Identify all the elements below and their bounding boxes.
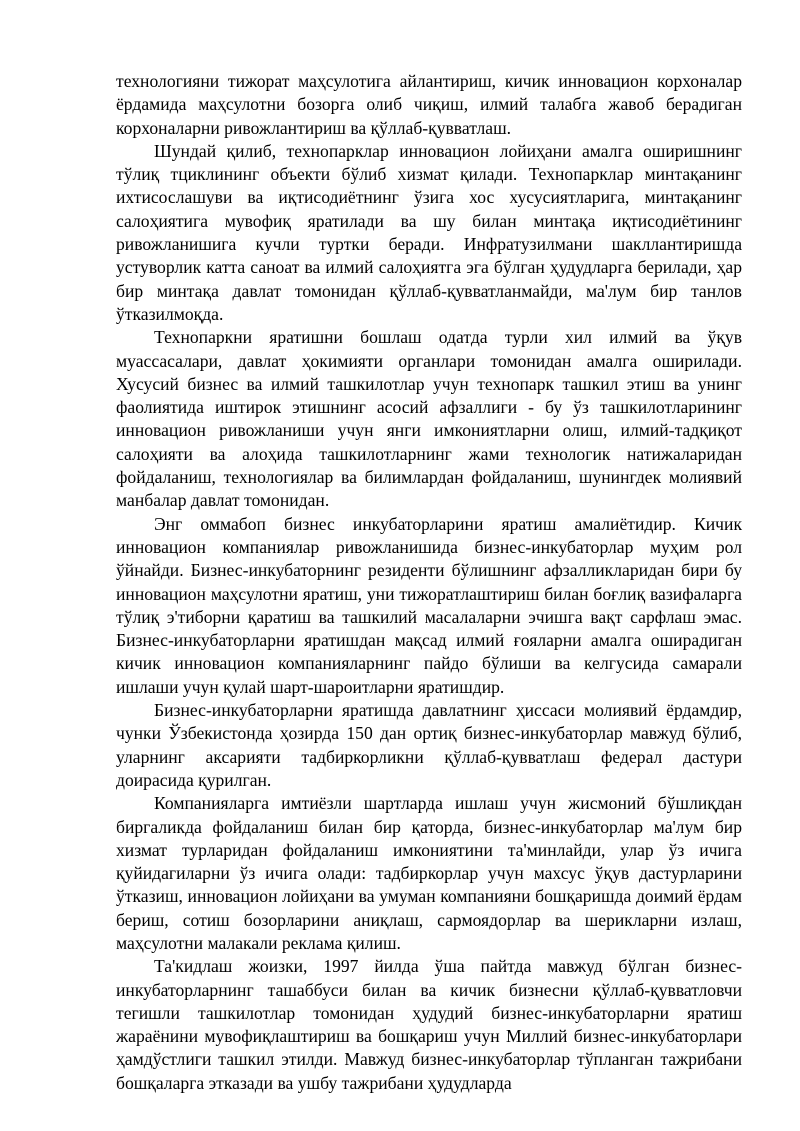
paragraph-incubator-services: Компанияларга имтиёзли шартларда ишлаш учун жисмоний бўшлиқдан биргаликда фойдаланиш билан бир қаторда, бизнес-инкубаторлар ма'лум бир хизмат турларидан фойдаланиш имкониятини та'минлайди, улар ўз ичига қуйидагиларни ўз ичига олади: тадбиркорлар учун махсус ўқув дастурларини ўтказиш, инновацион лойиҳани ва умуман компанияни бошқаришда доимий ёрдам бериш, сотиш бозорларини аниқлаш, сармоядорлар ва шерикларни излаш, маҳсулотни малакали реклама қилиш.	[116, 793, 742, 953]
paragraph-national-association: Та'кидлаш жоизки, 1997 йилда ўша пайтда мавжуд бўлган бизнес-инкубаторларнинг ташаббуси билан ва кичик бизнесни қўллаб-қувватловчи тегишли ташкилотлар томонидан ҳудудий бизнес-инкубаторларни яратиш жараёнини мувофиқлаштириш ва бошқариш учун Миллий бизнес-инкубаторлари ҳамдўстлиги ташкил этилди. Мавжуд бизнес-инкубаторлар тўпланган тажрибани бошқаларга этказади ва ушбу тажрибани ҳудудларда	[116, 956, 742, 1093]
paragraph-continuation: технологияни тижорат маҳсулотига айлантириш, кичик инновацион корхоналар ёрдамида маҳсулотни бозорга олиб чиқиш, илмий талабга жавоб берадиган корхоналарни ривожлантириш ва қўллаб-қувватлаш.	[116, 71, 742, 138]
paragraph-state-contribution: Бизнес-инкубаторларни яратишда давлатнинг ҳиссаси молиявий ёрдамдир, чунки Ўзбекистонда ҳозирда 150 дан ортиқ бизнес-инкубаторлар мавжуд бўлиб, уларнинг аксарияти тадбиркорликни қўллаб-қувватлаш федерал дастури доирасида қурилган.	[116, 700, 742, 790]
paragraph-business-incubators: Энг оммабоп бизнес инкубаторларини яратиш амалиётидир. Кичик инновацион компаниялар ривожланишида бизнес-инкубаторлар муҳим рол ўйнайди. Бизнес-инкубаторнинг резиденти бўлишнинг афзалликларидан бири бу инновацион маҳсулотни яратиш, уни тижоратлаштириш билан боғлиқ вазифаларга тўлиқ э'тиборни қаратиш ва ташкилий масалаларни эчишга вақт сарфлаш эмас. Бизнес-инкубаторларни яратишдан мақсад илмий ғояларни амалга оширадиган кичик инновацион компанияларнинг пайдо бўлиши ва келгусида самарали ишлаши учун қулай шарт-шароитларни яратишдир.	[116, 513, 742, 697]
document-page	[116, 70, 742, 1095]
paragraph-technoparks-role: Шундай қилиб, технопарклар инновацион лойиҳани амалга оширишнинг тўлиқ тциклининг объекти бўлиб хизмат қилади. Технопарклар минтақанинг ихтисослашуви ва иқтисодиётнинг ўзига хос хусусиятларига, минтақанинг салоҳиятига мувофиқ яратилади ва шу билан минтақа иқтисодиётининг ривожланишига кучли туртки беради. Инфратузилмани шакллантиришда устуворлик катта саноат ва илмий салоҳиятга эга бўлган ҳудудларга берилади, ҳар бир минтақа давлат томонидан қўллаб-қувватланмайди, ма'лум бир танлов ўтказилмоқда.	[116, 140, 742, 324]
paragraph-technopark-creation: Технопаркни яратишни бошлаш одатда турли хил илмий ва ўқув муассасалари, давлат ҳокимияти органлари томонидан амалга оширилади. Хусусий бизнес ва илмий ташкилотлар учун технопарк ташкил этиш ва унинг фаолиятида иштирок этишнинг асосий афзаллиги - бу ўз ташкилотларининг инновацион ривожланиши учун янги имкониятларни олиш, илмий-тадқиқот салоҳияти ва алоҳида ташкилотларнинг жами технологик натижаларидан фойдаланиш, технологиялар ва билимлардан фойдаланиш, шунингдек молиявий манбалар давлат томонидан.	[116, 327, 742, 511]
